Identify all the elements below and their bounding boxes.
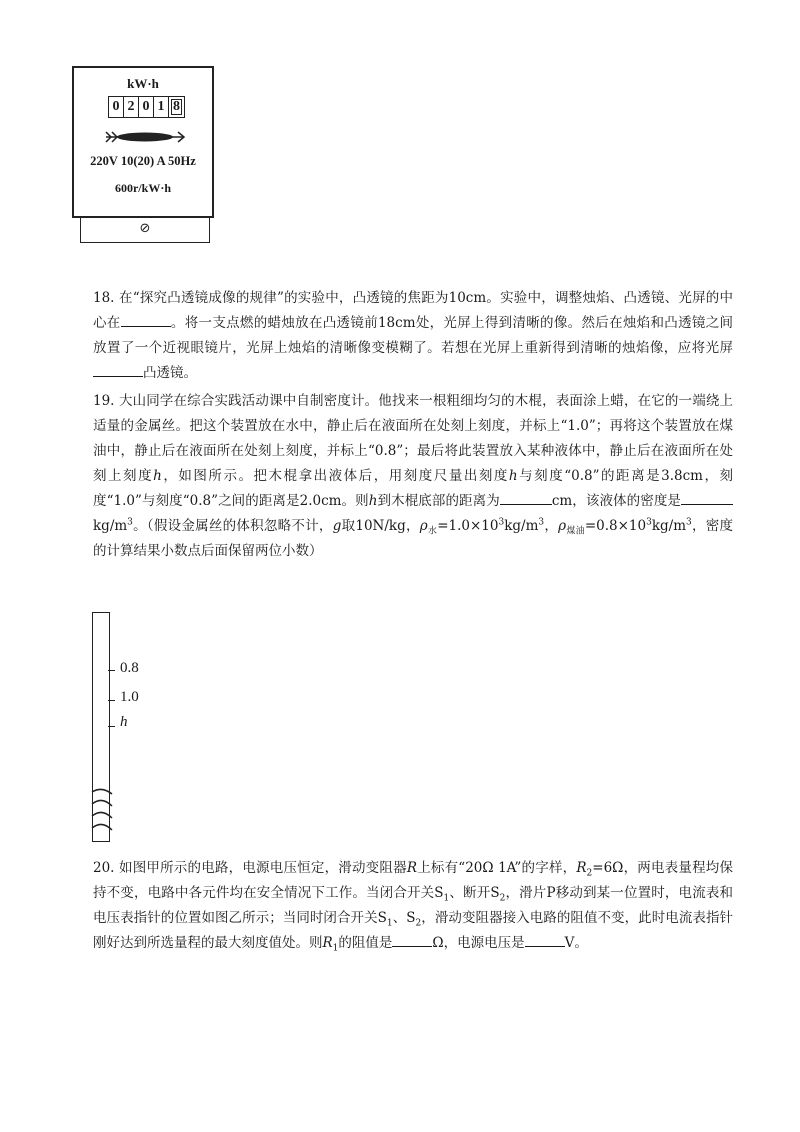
question-number: 18. <box>93 290 115 306</box>
answer-blank[interactable] <box>525 932 565 947</box>
variable-R1: R <box>322 935 333 951</box>
subscript: 1 <box>443 893 450 904</box>
metal-wire-icon <box>88 786 116 840</box>
superscript: 3 <box>686 517 692 528</box>
question-text: =6Ω，两电表量程均保持不变，电路中各元件均在安全情况下工作。当闭合开关S <box>93 860 734 901</box>
question-text: 、断开S <box>449 885 500 901</box>
scale-label-0.8: 0.8 <box>120 660 139 676</box>
subscript-oil: 煤油 <box>566 526 585 537</box>
subscript: 1 <box>386 918 393 929</box>
tick-mark <box>108 700 115 701</box>
question-text: 凸透镜。 <box>143 365 197 381</box>
question-text: cm，该液体的密度是 <box>551 493 681 509</box>
question-text: ， <box>544 518 559 534</box>
tick-mark <box>108 670 115 671</box>
unit-text: kg/m <box>504 518 539 534</box>
superscript: 3 <box>127 517 133 528</box>
subscript: 2 <box>499 893 506 904</box>
unit-text: kg/m <box>93 518 128 534</box>
question-20 <box>93 856 733 956</box>
meter-base <box>80 218 210 243</box>
electricity-meter-figure <box>72 66 214 218</box>
question-19 <box>93 389 733 564</box>
answer-blank[interactable] <box>121 312 171 327</box>
superscript: 3 <box>498 517 505 528</box>
subscript: 1 <box>332 943 339 954</box>
meter-digit: 0 <box>109 97 124 117</box>
question-text: 到木棍底部的距离为 <box>377 493 500 509</box>
question-text: 与刻度“0.8”的距离是3.8cm，刻度“1.0”与刻度“0.8”之间的距离是2.0cm。则 <box>93 468 734 509</box>
variable-h: h <box>368 493 378 509</box>
subscript: 2 <box>586 868 593 879</box>
question-text: =1.0×10 <box>437 518 499 534</box>
answer-blank[interactable] <box>93 362 143 377</box>
question-number: 19. <box>93 393 115 409</box>
question-text: =0.8×10 <box>584 518 647 534</box>
variable-h: h <box>508 468 518 484</box>
question-18 <box>93 286 733 386</box>
question-text: 的阻值是 <box>338 935 393 951</box>
meter-terminal-icon: ⊘ <box>139 221 151 236</box>
variable-R2: R <box>576 860 587 876</box>
variable-rho: ρ <box>558 518 567 534</box>
question-number: 20. <box>93 860 115 876</box>
meter-digit: 1 <box>154 97 169 117</box>
superscript: 3 <box>646 517 652 528</box>
question-text: ，滑片P移动到某一位置时，电流表和电压表指针的位置如图乙所示；当同时闭合开关S <box>93 885 734 926</box>
meter-disc-icon <box>102 128 188 146</box>
question-text: 。将一支点燃的蜡烛放在凸透镜前18cm处，光屏上得到清晰的像。然后在烛焰和凸透镜之间放置了一个近视眼镜片，光屏上烛焰的清晰像变模糊了。若想在光屏上重新得到清晰的烛焰像，应将光屏 <box>93 315 733 356</box>
question-text: ，密度的计算结果小数点后面保留两位小数） <box>93 518 734 559</box>
question-text: 、S <box>392 910 416 926</box>
superscript: 3 <box>538 517 545 528</box>
answer-blank[interactable] <box>681 490 733 505</box>
meter-digits <box>108 96 185 118</box>
question-text: 在“探究凸透镜成像的规律”的实验中，凸透镜的焦距为10cm。实验中，调整烛焰、凸透镜、光屏的中心在 <box>93 290 734 331</box>
meter-rating-label: 220V 10(20) A 50Hz <box>90 154 196 168</box>
tick-mark <box>108 726 115 727</box>
answer-blank[interactable] <box>500 490 552 505</box>
question-text: 取10N/kg， <box>341 518 420 534</box>
question-text: V。 <box>564 935 588 951</box>
question-text: ，如图所示。把木棍拿出液体后，用刻度尺量出刻度 <box>161 468 509 484</box>
scale-label-h: h <box>120 714 128 730</box>
scale-label-1.0: 1.0 <box>120 689 139 705</box>
variable-R: R <box>406 860 417 876</box>
meter-revolutions-label: 600r/kW·h <box>114 181 171 195</box>
answer-blank[interactable] <box>392 932 432 947</box>
variable-g: g <box>332 518 342 534</box>
question-text: 大山同学在综合实践活动课中自制密度计。他找来一根粗细均匀的木棍，表面涂上蜡，在它的一端绕上适量的金属丝。把这个装置放在水中，静止后在液面所在处刻上刻度，并标上“1.0”；再将这个装置放在煤油中，静止后在液面所在处刻上刻度，并标上“0.8”；最后将此装置放入某种液体中，静止后在液面所在处刻上刻度 <box>93 393 734 484</box>
subscript-water: 水 <box>427 526 438 537</box>
meter-digit-decimal: 8 <box>169 97 184 117</box>
unit-text: kg/m <box>651 518 687 534</box>
meter-unit-label: kW·h <box>127 76 159 91</box>
question-text: 上标有“20Ω 1A”的字样， <box>416 860 577 876</box>
meter-digit: 0 <box>139 97 154 117</box>
question-text: 。（假设金属丝的体积忽略不计， <box>132 518 333 534</box>
meter-digit: 2 <box>124 97 139 117</box>
question-text: 如图甲所示的电路，电源电压恒定，滑动变阻器 <box>118 860 407 876</box>
subscript: 2 <box>415 918 422 929</box>
variable-rho: ρ <box>419 518 428 534</box>
question-text: ，滑动变阻器接入电路的阻值不变，此时电流表指针刚好达到所选量程的最大刻度值处。则 <box>93 910 733 951</box>
question-text: Ω，电源电压是 <box>432 935 525 951</box>
variable-h: h <box>153 468 162 484</box>
